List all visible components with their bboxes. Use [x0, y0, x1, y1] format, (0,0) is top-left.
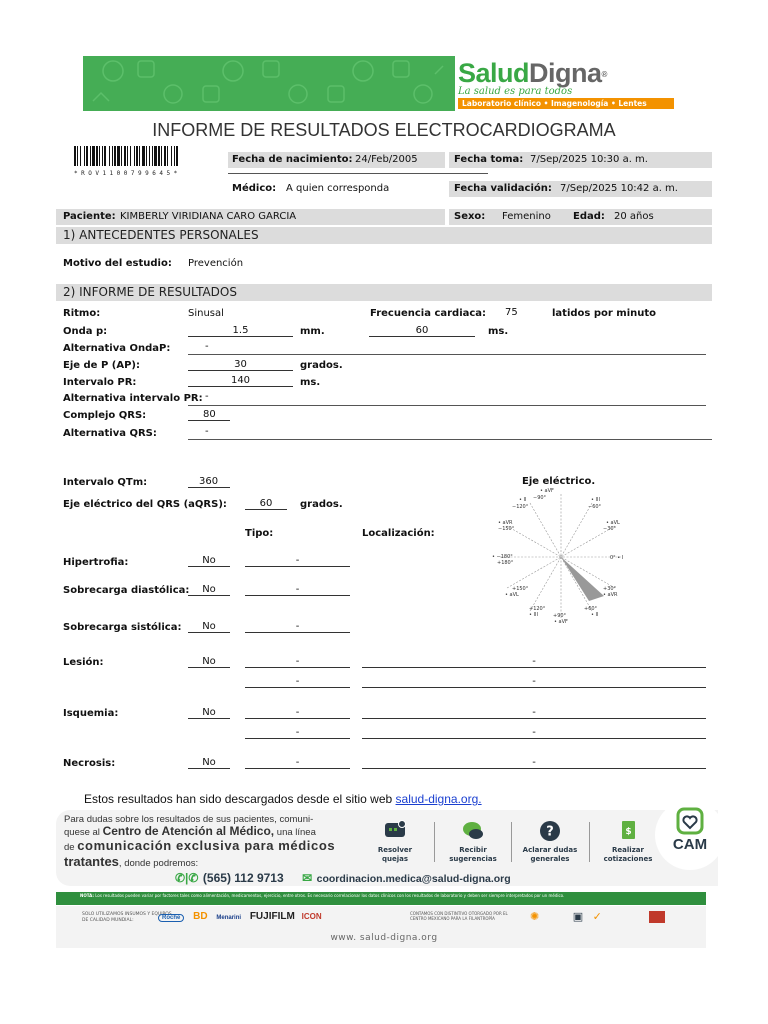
barcode-bar: [124, 146, 126, 166]
cam-logo: [655, 800, 725, 870]
necrosis-label: Necrosis:: [63, 758, 116, 769]
cam-action-sugerencias[interactable]: [438, 820, 508, 866]
qrs-label: Complejo QRS:: [63, 410, 147, 421]
axis-wheel-label: • aVL: [606, 520, 620, 526]
action-cotizaciones-label-1: Realizar: [612, 846, 644, 854]
lesion-label: Lesión:: [63, 657, 104, 668]
axis-wheel-label: • II: [591, 612, 599, 618]
red-award-icon: [649, 911, 665, 923]
partner-logos: [158, 911, 322, 922]
pr-unit: ms.: [300, 377, 321, 388]
isq-tipo-2: -: [245, 727, 350, 739]
partner-roche: Roche: [158, 914, 184, 922]
whatsapp-phone-icon: ✆|✆: [175, 871, 199, 885]
axis-wheel-label: −120°: [512, 504, 529, 510]
cam-text-1: Para dudas sobre los resultados de sus pacientes, comuni-: [64, 814, 314, 825]
salud-digna-logo: SaludDigna® La salud es para todos Laboratorio clínico • Imagenología • Lentes: [458, 58, 684, 110]
barcode-bar: [84, 146, 85, 166]
cam-text: [64, 814, 349, 871]
action-cotizaciones-label-2: cotizaciones: [603, 855, 653, 863]
action-dudas-label-2: generales: [530, 855, 570, 863]
cam-text-4c: , donde podremos:: [118, 858, 199, 869]
cam-logo-text: CAM: [672, 836, 708, 853]
alt-qrs-label: Alternativa QRS:: [63, 428, 157, 439]
onda-p-mm: 1.5: [188, 325, 293, 337]
loc-label: Localización:: [362, 528, 435, 539]
award-logos: [530, 910, 665, 923]
axis-wheel-label: • II: [519, 497, 527, 503]
partner-fujifilm: FUJIFILM: [249, 911, 295, 922]
sist-tipo: -: [245, 621, 350, 633]
onda-p-ms: 60: [369, 325, 475, 337]
check-award-icon: ✓: [592, 910, 602, 923]
barcode-text: *ROV1100799645*: [74, 170, 181, 177]
chat-bubbles-icon: [461, 820, 485, 842]
download-text: Estos resultados han sido descargados desde el sitio web: [84, 792, 396, 806]
fc-unit: latidos por minuto: [552, 308, 657, 319]
action-sugerencias-label-1: Recibir: [459, 846, 487, 854]
barcode-bar: [127, 146, 128, 166]
salud-digna-link[interactable]: salud-digna.org.: [395, 792, 482, 806]
axis-wheel-label: • III: [591, 497, 600, 503]
fecha-nac-value: 24/Feb/2005: [355, 154, 418, 165]
barcode-bar: [161, 146, 162, 166]
action-quejas-label-2: quejas: [381, 855, 409, 863]
paciente-label: Paciente:: [63, 211, 116, 222]
email-address[interactable]: coordinacion.medica@salud-digna.org: [316, 873, 511, 885]
barcode-bar: [154, 146, 157, 166]
svg-text:$: $: [625, 827, 632, 837]
fecha-toma-label: Fecha toma:: [454, 154, 524, 165]
axis-wheel-label: +180°: [497, 560, 514, 566]
barcode-bar: [130, 146, 131, 166]
diast-value: No: [188, 584, 230, 596]
distintivo-text: CONTAMOS CON DISTINTIVO OTORGADO POR EL CENTRO MEXICANO PARA LA FILANTROPÍA: [410, 911, 508, 921]
edad-label: Edad:: [573, 211, 605, 222]
fecha-toma-value: 7/Sep/2025 10:30 a. m.: [530, 154, 648, 165]
barcode-bar: [109, 146, 110, 166]
barcode-bar: [112, 146, 113, 166]
axis-wheel-label: +120°: [529, 606, 546, 612]
grados-unit: grados.: [300, 360, 343, 371]
medical-pattern-icon: [83, 56, 455, 111]
action-sugerencias-label-2: sugerencias: [449, 855, 497, 863]
isq-value: No: [188, 707, 230, 719]
barcode-bar: [86, 146, 88, 166]
fecha-nac-label: Fecha de nacimiento:: [232, 154, 353, 165]
fecha-val-value: 7/Sep/2025 10:42 a. m.: [560, 183, 678, 194]
ritmo-value: Sinusal: [188, 308, 224, 319]
cam-text-2c: una línea: [274, 827, 316, 838]
brand-salud: Salud: [458, 58, 530, 88]
pr-label: Intervalo PR:: [63, 377, 137, 388]
cam-text-3: de: [64, 842, 78, 853]
axis-wheel-label: • aVF: [540, 488, 554, 494]
barcode-bar: [174, 146, 175, 166]
isq-tipo-1: -: [245, 707, 350, 719]
email-icon: ✉: [302, 871, 313, 885]
onda-p-label: Onda p:: [63, 326, 108, 337]
axis-wheel-label: • −180°: [492, 554, 513, 560]
hipertrofia-label: Hipertrofia:: [63, 557, 129, 568]
axis-wheel-label: • III: [529, 612, 538, 618]
barcode-bar: [96, 146, 98, 166]
qtm-label: Intervalo QTm:: [63, 477, 148, 488]
medico-label: Médico:: [232, 183, 277, 194]
cam-action-dudas[interactable]: [514, 820, 586, 866]
insumos-text: SOLO UTILIZAMOS INSUMOS Y EQUIPOS DE CALIDAD MUNDIAL:: [82, 912, 172, 923]
eje-title: Eje eléctrico.: [522, 476, 596, 487]
diast-tipo: -: [245, 584, 350, 596]
axis-wheel-label: 0° • I: [610, 555, 624, 561]
aqrs-value: 60: [245, 498, 287, 510]
axis-wheel-label: −30°: [603, 526, 617, 532]
sexo-label: Sexo:: [454, 211, 486, 222]
barcode-bar: [80, 146, 81, 166]
axis-wheel-label: −60°: [588, 504, 602, 510]
barcode-bar: [146, 146, 147, 166]
cam-text-3b: comunicación exclusiva para médicos: [77, 838, 336, 853]
barcode-bar: [99, 146, 100, 166]
isq-label: Isquemia:: [63, 708, 119, 719]
axis-wheel-label: −150°: [498, 526, 515, 532]
axis-wheel-label: • aVR: [498, 520, 513, 526]
partner-bd: BD: [193, 911, 208, 922]
barcode-bar: [117, 146, 120, 166]
fc-value: 75: [505, 307, 518, 318]
header-banner-pattern: [83, 56, 455, 111]
esr-award-icon: ▣: [572, 910, 584, 923]
website-footer[interactable]: www. salud-digna.org: [330, 933, 438, 943]
sexo-value: Femenino: [502, 211, 551, 222]
lesion-loc-2: -: [362, 676, 706, 688]
axis-wheel-label: −90°: [533, 495, 547, 501]
ritmo-label: Ritmo:: [63, 308, 101, 319]
nota-bar: [56, 892, 706, 905]
services-bar: Laboratorio clínico • Imagenología • Lentes: [458, 98, 674, 109]
qtm-value: 360: [188, 476, 230, 488]
section-antecedentes: 1) ANTECEDENTES PERSONALES: [63, 228, 259, 242]
paciente-value: KIMBERLY VIRIDIANA CARO GARCIA: [120, 211, 297, 222]
section-resultados: 2) INFORME DE RESULTADOS: [63, 285, 237, 299]
aqrs-label: Eje eléctrico del QRS (aQRS):: [63, 499, 227, 510]
svg-text:?: ?: [546, 824, 554, 840]
mm-unit: mm.: [300, 326, 325, 337]
ms-unit: ms.: [488, 326, 509, 337]
barcode-bar: [102, 146, 103, 166]
necrosis-tipo: -: [245, 757, 350, 769]
lesion-tipo-1: -: [245, 656, 350, 668]
chat-exclamation-icon: [383, 820, 407, 842]
pr-value: 140: [188, 375, 293, 387]
fc-label: Frecuencia cardiaca:: [370, 308, 487, 319]
isq-loc-2: -: [362, 727, 706, 739]
barcode-bar: [90, 146, 91, 166]
barcode-bar: [77, 146, 78, 166]
axis-wheel-label: • aVF: [554, 619, 568, 625]
fecha-val-label: Fecha validación:: [454, 183, 552, 194]
axis-wheel-label: +60°: [584, 606, 598, 612]
phone-number[interactable]: (565) 112 9713: [202, 871, 284, 885]
qrs-value: 80: [188, 409, 230, 421]
axis-wheel-label: • aVR: [603, 592, 618, 598]
lesion-tipo-2: -: [245, 676, 350, 688]
eje-p-label: Eje de P (AP):: [63, 360, 140, 371]
alt-onda-value: -: [205, 341, 209, 352]
page-title: INFORME DE RESULTADOS ELECTROCARDIOGRAMA: [152, 120, 616, 140]
barcode-bar: [134, 146, 135, 166]
download-note: [84, 792, 482, 806]
lesion-loc-1: -: [362, 656, 706, 668]
barcode-bar: [121, 146, 122, 166]
nota-label: NOTA:: [80, 893, 94, 898]
barcode-bar: [152, 146, 153, 166]
motivo-label: Motivo del estudio:: [63, 258, 172, 269]
barcode-bar: [158, 146, 160, 166]
document-dollar-icon: [616, 820, 640, 842]
axis-wheel-svg: [492, 486, 630, 626]
motivo-value: Prevención: [188, 258, 244, 269]
barcode-bar: [171, 146, 172, 166]
action-quejas-label-1: Resolver: [377, 846, 413, 854]
isq-loc-1: -: [362, 707, 706, 719]
eje-p-value: 30: [188, 359, 293, 371]
aqrs-unit: grados.: [300, 499, 343, 510]
partner-menarini: Menarini: [216, 915, 242, 921]
barcode-bar: [164, 146, 166, 166]
partner-icon: ICON: [301, 912, 322, 921]
barcode-bar: [104, 146, 106, 166]
axis-wheel-label: +30°: [603, 586, 617, 592]
axis-wheel: [492, 486, 630, 626]
cam-text-2b: Centro de Atención al Médico,: [102, 824, 275, 838]
barcode-bar: [114, 146, 116, 166]
axis-wheel-label: +150°: [512, 586, 529, 592]
medico-value: A quien corresponda: [286, 183, 390, 194]
cam-text-2: quese al: [64, 827, 103, 838]
brand-digna: Digna: [529, 58, 602, 88]
lesion-value: No: [188, 656, 230, 668]
barcode-bar: [139, 146, 140, 166]
barcode-bar: [176, 146, 178, 166]
barcode-bar: [149, 146, 150, 166]
tagline: La salud es para todos: [458, 85, 573, 97]
sist-label: Sobrecarga sistólica:: [63, 622, 182, 633]
diast-label: Sobrecarga diastólica:: [63, 585, 190, 596]
sun-award-icon: ✺: [530, 910, 540, 923]
necrosis-loc: -: [362, 757, 706, 769]
barcode-bar: [92, 146, 95, 166]
alt-pr-value: -: [205, 391, 209, 402]
barcode: [74, 146, 224, 177]
alt-pr-label: Alternativa intervalo PR:: [63, 393, 203, 404]
cam-text-4b: tratantes: [64, 854, 119, 869]
question-circle-icon: [538, 820, 562, 842]
cam-action-cotizaciones[interactable]: [592, 820, 664, 866]
axis-wheel-label: • aVL: [505, 592, 519, 598]
heart-clipboard-icon: [672, 806, 708, 836]
action-dudas-label-1: Aclarar dudas: [522, 846, 578, 854]
alt-qrs-value: -: [205, 426, 209, 437]
nota-text: Los resultados pueden variar por factores tales como alimentación, medicamentos, ejercicio, entre otros. Es necesario correlacionar los datos clínicos con los resultados de laboratorio y deben ser siempre interpretados por un médico.: [95, 893, 565, 898]
contact-line: [175, 869, 511, 887]
axis-wheel-label: +90°: [553, 613, 567, 619]
tipo-label: Tipo:: [245, 528, 274, 539]
edad-value: 20 años: [614, 211, 654, 222]
barcode-bar: [142, 146, 145, 166]
barcode-bar: [74, 146, 76, 166]
barcode-bar: [136, 146, 138, 166]
hipertrofia-value: No: [188, 555, 230, 567]
sist-value: No: [188, 621, 230, 633]
alt-onda-label: Alternativa OndaP:: [63, 343, 171, 354]
barcode-bar: [167, 146, 168, 166]
cam-action-quejas[interactable]: [360, 820, 430, 866]
necrosis-value: No: [188, 757, 230, 769]
hipertrofia-tipo: -: [245, 555, 350, 567]
